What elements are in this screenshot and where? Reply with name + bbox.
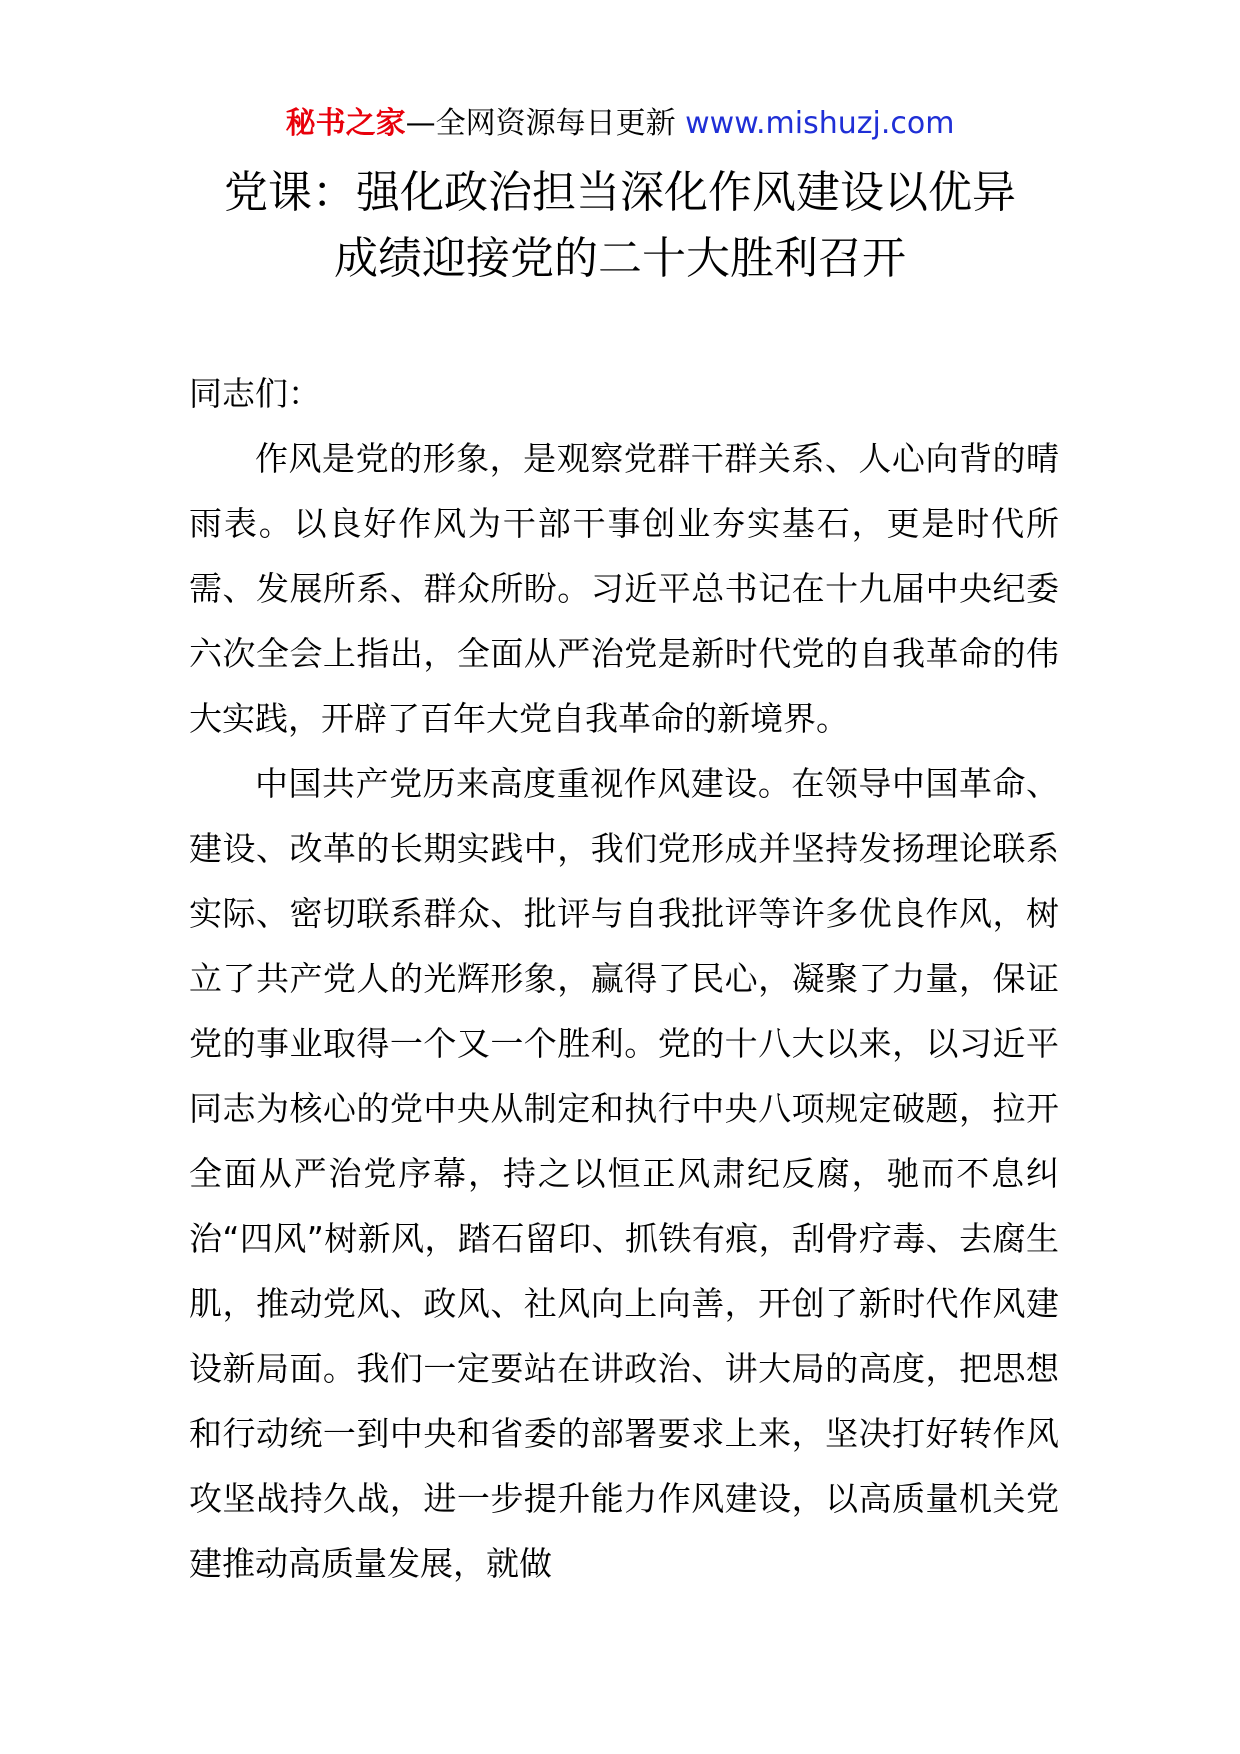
paragraph-2: 中国共产党历来高度重视作风建设。在领导中国革命、建设、改革的长期实践中，我们党形成并坚持发扬理论联系实际、密切联系群众、批评与自我批评等许多优良作风，树立了共产党人的光辉形象，赢得了民心，凝聚了力量，保证党的事业取得一个又一个胜利。党的十八大以来，以习近平同志为核心的党中央从制定和执行中央八项规定破题，拉开全面从严治党序幕，持之以恒正风肃纪反腐，驰而不息纠治“四风”树新风，踏石留印、抓铁有痕，刮骨疗毒、去腐生肌，推动党风、政风、社风向上向善，开创了新时代作风建设新局面。我们一定要站在讲政治、讲大局的高度，把思想和行动统一到中央和省委的部署要求上来，坚决打好转作风攻坚战持久战，进一步提升能力作风建设，以高质量机关党建推动高质量发展，就做 [189,764,1059,1583]
paragraph-1: 作风是党的形象，是观察党群干群关系、人心向背的晴雨表。以良好作风为干部干事创业夯实基石，更是时代所需、发展所系、群众所盼。习近平总书记在十九届中央纪委六次全会上指出，全面从严治党是新时代党的自我革命的伟大实践，开辟了百年大党自我革命的新境界。 [189,439,1059,738]
header-tagline: —全网资源每日更新 [405,106,676,141]
title-line-1: 党课：强化政治担当深化作风建设以优异 [224,167,1016,218]
document-body [189,361,1059,1596]
document-title [150,160,1090,292]
title-line-2: 成绩迎接党的二十大胜利召开 [334,233,906,284]
watermark-header [0,104,1240,144]
salutation: 同志们： [189,374,321,413]
brand-name: 秘书之家 [285,106,406,141]
website-link[interactable]: www.mishuzj.com [685,106,955,141]
